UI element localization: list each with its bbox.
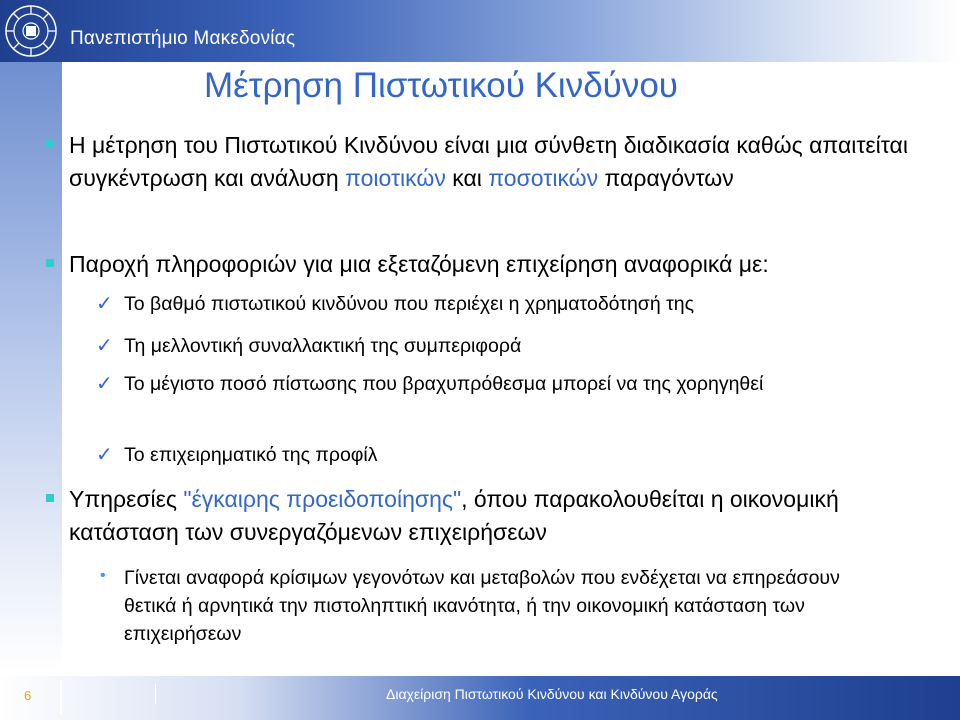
sub-item-5: Γίνεται αναφορά κρίσιμων γεγονότων και μεταβολών που ενδέχεται να επηρεάσουν θετικά ή αρνητικά την πιστοληπτική ικανότητα, ή την οικονομική κατάσταση των επιχειρήσεων: [124, 567, 840, 645]
footer-divider: [60, 680, 62, 714]
footer-course-title: Διαχείριση Πιστωτικού Κινδύνου και Κινδύνου Αγοράς: [386, 686, 718, 702]
left-decorative-band: [0, 62, 62, 672]
university-logo-icon: [3, 3, 59, 59]
check-icon: ✓: [96, 444, 113, 466]
check-icon: ✓: [96, 335, 113, 357]
bullet-1-post: παραγόντων: [598, 165, 734, 191]
slide-title: Μέτρηση Πιστωτικού Κινδύνου: [204, 66, 678, 105]
sub-item-4: Το επιχειρηματικό της προφίλ: [124, 444, 378, 466]
bullet-3-text: [69, 483, 929, 549]
bullet-1-text: [69, 129, 929, 195]
square-bullet: [46, 140, 54, 148]
university-name: Πανεπιστήμιο Μακεδονίας: [70, 28, 296, 49]
bullet-3-post: , όπου παρακολουθείται η οικονομική κατάσταση των συνεργαζόμενων επιχειρήσεων: [69, 486, 839, 545]
sub-item-1: Το βαθμό πιστωτικού κινδύνου που περιέχει η χρηματοδότησή της: [124, 293, 695, 315]
check-icon: ✓: [96, 373, 113, 395]
highlight-early-warning: "έγκαιρης προειδοποίησης": [183, 486, 462, 512]
square-bullet: [46, 494, 54, 502]
bullet-1-mid: και: [445, 165, 489, 191]
bullet-1-pre: Η μέτρηση του Πιστωτικού Κινδύνου είναι μια σύνθετη διαδικασία καθώς απαιτείται συγκέντρωση και ανάλυση: [69, 132, 908, 191]
highlight-qualitative: ποιοτικών: [345, 165, 446, 191]
check-icon: ✓: [96, 293, 113, 315]
bullet-3-pre: Υπηρεσίες: [69, 486, 184, 512]
sub-item-2: Τη μελλοντική συναλλακτική της συμπεριφορά: [124, 335, 522, 357]
square-bullet: [46, 259, 54, 267]
dot-bullet: •: [100, 567, 106, 584]
sub-item-3: Το μέγιστο ποσό πίστωσης που βραχυπρόθεσμα μπορεί να της χορηγηθεί: [124, 373, 764, 395]
highlight-quantitative: ποσοτικών: [488, 165, 599, 191]
footer-divider: [155, 684, 156, 704]
bullet-2-text: Παροχή πληροφοριών για μια εξεταζόμενη επιχείρηση αναφορικά με:: [69, 251, 769, 277]
page-number: 6: [24, 688, 32, 703]
